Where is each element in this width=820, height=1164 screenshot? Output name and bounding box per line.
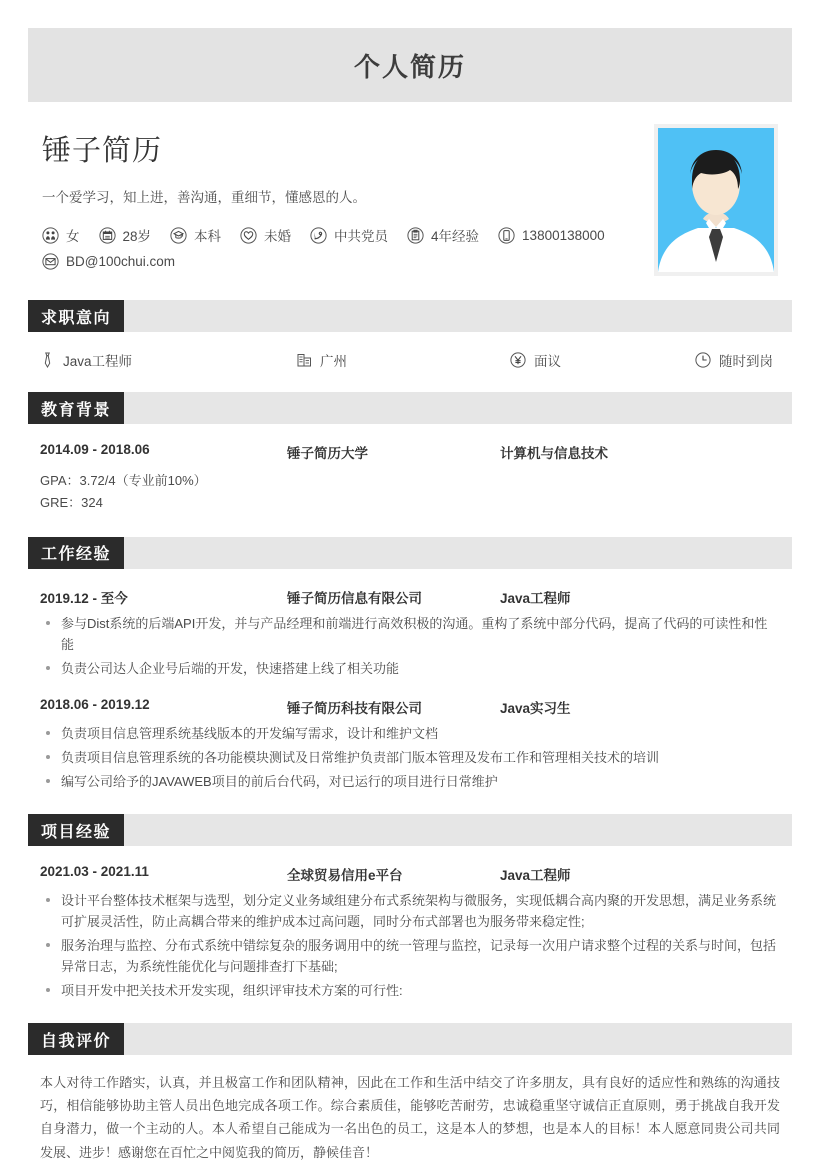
section-job-intention — [28, 300, 792, 370]
info-value-phone: 13800138000 — [522, 227, 605, 243]
section-header-bar — [124, 814, 792, 846]
self-evaluation-text: 本人对待工作踏实，认真，并且极富工作和团队精神，因此在工作和生活中结交了许多朋友，具有良好的适应性和熟练的沟通技巧，相信能够协助主管人员出色地完成各项工作。综合素质佳，能够吃苦耐劳，忠诚稳重坚守诚信正直原则，勇于挑战自我开发自身潜力，做一个主动的人。本人希望自己能成为一名出色的员工，这是本人的梦想，也是本人的目标！本人愿意同贵公司共同发展、进步！感谢您在百忙之中阅览我的简历，静候佳音！ — [40, 1075, 780, 1160]
page-title: 个人简历 — [353, 51, 466, 82]
tie-icon — [40, 352, 55, 368]
info-item-experience — [407, 225, 479, 245]
work-entry — [28, 697, 792, 792]
info-item-marital-status — [240, 225, 291, 245]
entry-date: 2019.12 - 至今 — [40, 590, 128, 606]
section-work-experience — [28, 537, 792, 792]
info-value-experience: 4年经验 — [431, 229, 480, 244]
entry-header — [40, 864, 780, 884]
experience-icon — [407, 227, 424, 244]
entry-header — [40, 442, 780, 462]
info-value-party-member: 中共党员 — [334, 229, 389, 244]
section-heading-label: 求职意向 — [28, 300, 124, 332]
intent-item-location — [297, 350, 510, 370]
bullet-item: 负责项目信息管理系统的各功能模块测试及日常维护负责部门版本管理及发布工作和管理相关技术的培训 — [40, 747, 780, 768]
identity-block — [28, 102, 792, 278]
intent-value-availability: 随时到岗 — [719, 354, 773, 369]
work-entry — [28, 587, 792, 679]
salary-icon — [510, 352, 526, 368]
phone-icon — [498, 227, 515, 244]
section-heading-label: 项目经验 — [28, 814, 124, 846]
info-value-email: BD@100chui.com — [66, 254, 176, 269]
personal-info-row-1 — [42, 225, 654, 245]
entry-organization: 锤子简历信息有限公司 — [287, 590, 422, 606]
section-header-bar — [124, 1023, 792, 1055]
section-header-work-experience — [28, 537, 792, 569]
avatar — [658, 128, 774, 272]
section-project-experience — [28, 814, 792, 1001]
entry-organization: 锤子简历科技有限公司 — [287, 700, 422, 716]
intent-value-position: Java工程师 — [63, 354, 133, 369]
education-entry — [28, 442, 792, 515]
section-header-bar — [124, 300, 792, 332]
entry-organization: 锤子简历大学 — [287, 446, 368, 461]
personal-info-row-2 — [42, 253, 654, 270]
bullet-item: 参与Dist系统的后端API开发，并与产品经理和前端进行高效积极的沟通。重构了系统中部分代码，提高了代码的可读性和性能 — [40, 613, 780, 655]
entry-header — [40, 697, 780, 717]
section-header-bar — [124, 392, 792, 424]
entry-role: Java工程师 — [500, 868, 571, 883]
resume-title-banner — [28, 28, 792, 102]
avatar-frame — [654, 124, 778, 276]
section-header-self-evaluation — [28, 1023, 792, 1055]
info-item-phone — [498, 227, 605, 244]
education-gre: GRE：324 — [40, 495, 103, 511]
section-header-project-experience — [28, 814, 792, 846]
intent-value-salary: 面议 — [534, 354, 561, 369]
intent-value-location: 广州 — [320, 354, 347, 369]
party-member-icon — [310, 227, 327, 244]
entry-bullets — [40, 723, 780, 792]
entry-bullets — [40, 890, 780, 1001]
education-detail-lines — [40, 470, 780, 515]
bullet-item: 项目开发中把关技术开发实现，组织评审技术方案的可行性: — [40, 980, 780, 1001]
entry-project-name: 全球贸易信用e平台 — [287, 868, 403, 883]
education-gpa: GPA：3.72/4（专业前10%） — [40, 473, 207, 488]
info-item-gender — [42, 225, 80, 245]
bullet-item: 设计平台整体技术框架与选型，划分定义业务域组建分布式系统架构与微服务，实现低耦合高内聚的开发思想，满足业务系统可扩展灵活性，防止高耦合带来的维护成本过高问题，同时分布式部署也为服务带来稳定性; — [40, 890, 780, 932]
section-heading-label: 自我评价 — [28, 1023, 124, 1055]
personal-tagline: 一个爱学习，知上进，善沟通，重细节，懂感恩的人。 — [42, 190, 366, 205]
entry-role: Java实习生 — [500, 700, 571, 716]
personal-info-list — [42, 225, 654, 270]
gender-icon — [42, 227, 59, 244]
entry-date: 2018.06 - 2019.12 — [40, 696, 150, 712]
section-self-evaluation — [28, 1023, 792, 1164]
info-value-marital-status: 未婚 — [264, 229, 292, 244]
entry-role: Java工程师 — [500, 590, 571, 606]
section-education — [28, 392, 792, 515]
intent-item-availability — [695, 350, 773, 370]
info-item-education — [170, 225, 221, 245]
identity-details — [42, 124, 654, 278]
building-icon — [297, 352, 312, 368]
info-value-gender: 女 — [66, 229, 80, 244]
info-item-age — [99, 225, 152, 245]
intent-item-salary — [510, 350, 695, 370]
section-heading-label: 教育背景 — [28, 392, 124, 424]
info-item-email — [42, 253, 175, 270]
bullet-item: 负责项目信息管理系统基线版本的开发编写需求，设计和维护文档 — [40, 723, 780, 744]
section-header-education — [28, 392, 792, 424]
person-name: 锤子简历 — [42, 135, 163, 167]
clock-icon — [695, 352, 711, 368]
entry-major: 计算机与信息技术 — [500, 446, 608, 461]
entry-bullets — [40, 613, 780, 679]
calendar-icon — [99, 227, 116, 244]
section-header-job-intention — [28, 300, 792, 332]
section-header-bar — [124, 537, 792, 569]
entry-header — [40, 587, 780, 607]
info-value-age: 28岁 — [122, 229, 152, 244]
marital-status-icon — [240, 227, 257, 244]
project-entry — [28, 864, 792, 1001]
entry-date: 2014.09 - 2018.06 — [40, 442, 150, 457]
education-icon — [170, 227, 187, 244]
section-heading-label: 工作经验 — [28, 537, 124, 569]
email-icon — [42, 253, 59, 270]
intent-item-position — [40, 350, 297, 370]
bullet-item: 编写公司给予的JAVAWEB项目的前后台代码，对已运行的项目进行日常维护 — [40, 771, 780, 792]
job-intention-items — [28, 332, 792, 370]
bullet-item: 负责公司达人企业号后端的开发，快速搭建上线了相关功能 — [40, 658, 780, 679]
bullet-item: 服务治理与监控、分布式系统中错综复杂的服务调用中的统一管理与监控，记录每一次用户请求整个过程的关系与时间，包括 异常日志，为系统性能优化与问题排查打下基础; — [40, 935, 780, 977]
info-value-education: 本科 — [194, 229, 222, 244]
entry-date: 2021.03 - 2021.11 — [40, 864, 149, 879]
info-item-party-member — [310, 225, 388, 245]
